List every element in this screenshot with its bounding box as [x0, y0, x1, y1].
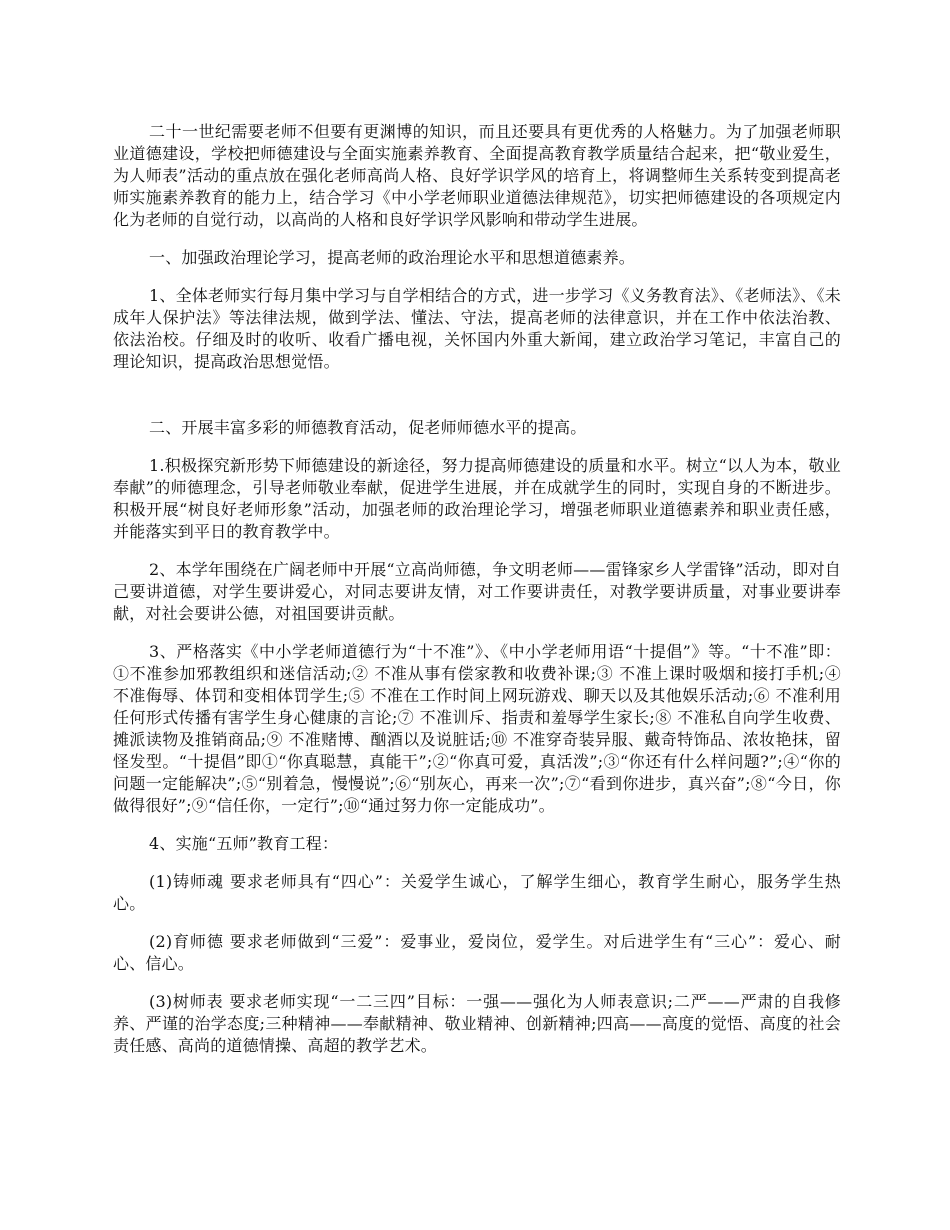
section-one-item-1: 1、全体老师实行每月集中学习与自学相结合的方式，进一步学习《义务教育法》、《老师法》、《未成年人保护法》等法律法规，做到学法、懂法、守法，提高老师的法律意识，并在工作中依法治教、依法治校。仔细及时的收听、收看广播电视，关怀国内外重大新闻，建立政治学习笔记，丰富自己的理论知识，提高政治思想觉悟。	[113, 286, 841, 371]
document-body	[113, 121, 841, 1073]
section-two-item-3: 3、严格落实《中小学老师道德行为“十不准”》、《中小学老师用语“十提倡”》等。“十不准”即：①不准参加邪教组织和迷信活动;② 不准从事有偿家教和收费补课;③ 不准上课时吸烟和接打手机;④ 不准侮辱、体罚和变相体罚学生;⑤ 不准在工作时间上网玩游戏、聊天以及其他娱乐活动;⑥ 不准利用任何形式传播有害学生身心健康的言论;⑦ 不准训斥、指责和羞辱学生家长;⑧ 不准私自向学生收费、摊派读物及推销商品;⑨ 不准赌博、酗酒以及说脏话;⑩ 不准穿奇装异服、戴奇特饰品、浓妆艳抹，留怪发型。“十提倡”即①“你真聪慧，真能干”;②“你真可爱，真活泼”;③“你还有什么样问题?”;④“你的问题一定能解决”;⑤“别着急，慢慢说”;⑥“别灰心，再来一次”;⑦“看到你进步，真兴奋”;⑧“今日，你做得很好”;⑨“信任你，一定行”;⑩“通过努力你一定能成功”。	[113, 642, 841, 815]
section-two-heading: 二、开展丰富多彩的师德教育活动，促老师师德水平的提高。	[149, 418, 587, 437]
subitem-2: (2)育师德 要求老师做到“三爱”：爱事业，爱岗位，爱学生。对后进学生有“三心”：爱心、耐心、信心。	[113, 932, 841, 973]
section-two-item-1: 1.积极探究新形势下师德建设的新途径，努力提高师德建设的质量和水平。树立“以人为本，敬业奉献”的师德理念，引导老师敬业奉献，促进学生进展，并在成就学生的同时，实现自身的不断进步。积极开展“树良好老师形象”活动，加强老师的政治理论学习，增强老师职业道德素养和职业责任感，并能落实到平日的教育教学中。	[113, 456, 841, 541]
section-one-heading: 一、加强政治理论学习，提高老师的政治理论水平和思想道德素养。	[149, 248, 636, 267]
section-two-item-2: 2、本学年围绕在广阔老师中开展“立高尚师德，争文明老师——雷锋家乡人学雷锋”活动，即对自己要讲道德，对学生要讲爱心，对同志要讲友情，对工作要讲责任，对教学要讲质量，对事业要讲奉献，对社会要讲公德，对祖国要讲贡献。	[113, 560, 841, 623]
subitem-1: (1)铸师魂 要求老师具有“四心”：关爱学生诚心，了解学生细心，教育学生耐心，服务学生热心。	[113, 872, 841, 913]
subitem-3: (3)树师表 要求老师实现“一二三四”目标：一强——强化为人师表意识;二严——严肃的自我修养、严谨的治学态度;三种精神——奉献精神、敬业精神、创新精神;四高——高度的觉悟、高度的社会责任感、高尚的道德情操、高超的教学艺术。	[113, 992, 841, 1055]
section-two-item-4: 4、实施“五师”教育工程：	[149, 834, 339, 853]
intro-paragraph: 二十一世纪需要老师不但要有更渊博的知识，而且还要具有更优秀的人格魅力。为了加强老师职业道德建设，学校把师德建设与全面实施素养教育、全面提高教育教学质量结合起来，把“敬业爱生，为人师表”活动的重点放在强化老师高尚人格、良好学识学风的培育上，将调整师生关系转变到提高老师实施素养教育的能力上，结合学习《中小学老师职业道德法律规范》，切实把师德建设的各项规定内化为老师的自觉行动，以高尚的人格和良好学识学风影响和带动学生进展。	[113, 122, 841, 229]
